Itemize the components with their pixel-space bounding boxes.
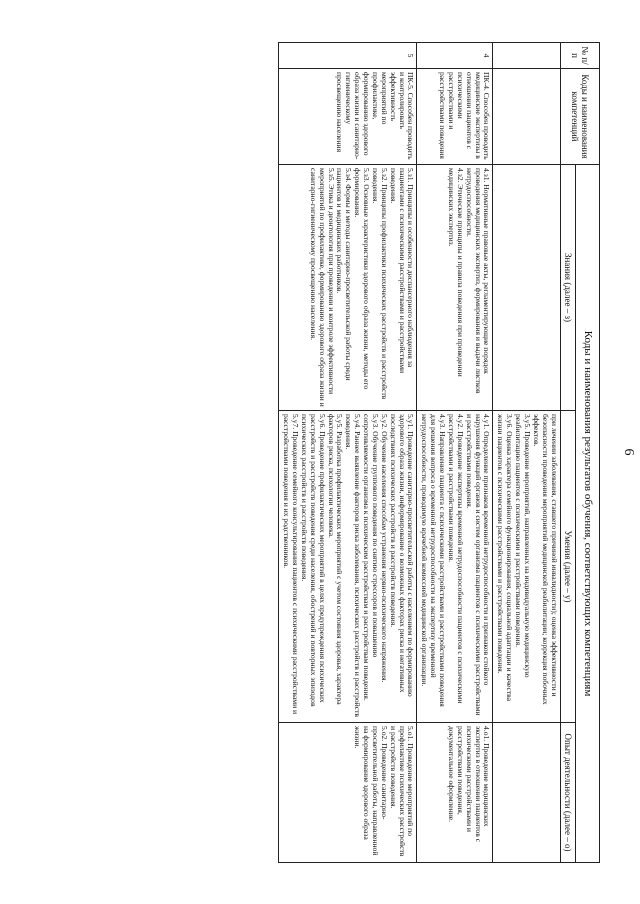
knowledge-cell-item: 5.з4. Формы и методы санитарно-просветительской работы среди пациентов и медицинских работников. (335, 168, 354, 381)
skills-cell-item: 4.у3. Направление пациента с психическими расстройствами и расстройствами поведения для решения вопроса о временной нетрудоспособности на экспертизу временной нетрудоспособности, проводимую врачебной комиссией медицинской организации. (420, 414, 448, 707)
skills-cell-item: 5.у3. Обучение группового поведения по снятию стрессоров и повышению сопротивляемости организма к психическим расстройствам и расстройствам поведения. (362, 414, 380, 701)
skills-cell-item: 5.у1. Проведение санитарно-просветительской работы с населением по формированию здорового образа жизни, информирование о возможных факторах риска и негативных последствиях психических расстройств и расстройств поведения. (388, 414, 416, 697)
experience-cell-item: 4.о1. Проведение медицинских экспертиз в отношении пациентов с психическими расстройствами и расстройствами поведения, документальное оформление. (447, 726, 492, 843)
skills-cell-item: при лечении заболевания, ставшего причиной инвалидности); оценка эффективности и безопасности проведения мероприятий медицинской реабилитации; коррекция побочных эффектов. (531, 414, 559, 705)
row-number (493, 43, 560, 69)
rotated-table-wrapper (40, 42, 636, 862)
knowledge-cell-item: 5.з1. Принципы и особенности диспансерного наблюдения за пациентами с психическими расстройствами и расстройствами поведения. (388, 168, 416, 374)
experience-cell-item: 5.о1. Проведение мероприятий по профилактике психических расстройств и расстройств поведения. (388, 726, 416, 857)
competency-code (493, 69, 560, 165)
experience-cell (417, 723, 493, 863)
knowledge-cell (417, 165, 493, 411)
knowledge-cell-item: 4.з2. Этические принципы и правила поведения при проведении медицинских экспертиз. (447, 168, 465, 377)
skills-cell-item: 5.у5. Разработка профилактических мероприятий с учетом состояния здоровья, характера факторов риска, психологии человека. (326, 414, 345, 705)
page-number: 6 (621, 448, 636, 456)
competency-code: ПК-4. Способен проводить медицинские экспертизы в отношении пациентов с психическими расстройствами и расстройствами поведения (417, 69, 493, 165)
knowledge-cell-item: 5.з3. Основные характеристики здорового образа жизни, методы его формирования. (353, 168, 372, 390)
skills-cell-item: 4.у1. Определение признаков временной нетрудоспособности и признаков стойкого нарушения функций органов и систем организма пациентов с психическими расстройствами и расстройствами поведения. (464, 414, 492, 716)
experience-cell-item: 5.о2. Проведение санитарно-просветительной работы, направленной на формирование здорового образа жизни. (353, 726, 389, 856)
row-number: 5 (279, 43, 417, 69)
header-results: Коды и наименования результатов обучения, соответствующих компетенциям (576, 165, 600, 863)
skills-cell (279, 411, 417, 723)
table-row (493, 43, 560, 863)
table-row (417, 43, 493, 863)
competency-code: ПК-5. Способен проводить и контролировать эффективность мероприятий по профилактике, формированию здорового образа жизни и санитарно-гигиеническому просвещению населения (279, 69, 417, 165)
skills-cell (493, 411, 560, 723)
skills-cell (417, 411, 493, 723)
experience-cell (279, 723, 417, 863)
header-codes: Коды и наименования компетенций (560, 69, 599, 165)
knowledge-cell-item: 4.з1. Нормативные правовые акты, регламентирующие порядок проведения медицинских экспертиз, формирования и выдачи листков нетрудоспособности. (464, 168, 492, 394)
table-row (279, 43, 417, 863)
skills-cell-item: 4.у2. Проведение экспертизы временной нетрудоспособности пациентов с психическими расстройствами и расстройствами поведения. (447, 414, 465, 704)
skills-cell-item: 5.у2. Обучение населения способам устранения нервно-психического напряжения. (379, 414, 389, 683)
competencies-table (278, 42, 600, 863)
header-knowledge: Знания (далее – з) (560, 165, 576, 411)
table-body (279, 43, 560, 863)
header-number: № п/п (560, 43, 599, 69)
skills-cell-item: 3.у5. Проведение мероприятий, направленных на индивидуальную медицинскую реабилитацию пациентов с психическими и расстройствами поведения. (514, 414, 532, 678)
header-skills: Умения (далее – у) (560, 411, 576, 723)
skills-cell-item: 5.у6. Проведение профилактических мероприятий в целях предупреждения психических расстройств и расстройств поведения среди населения, обострений и повторных эпизодов психических расстройств и расстройств поведения. (300, 414, 327, 707)
experience-cell (493, 723, 560, 863)
knowledge-cell (493, 165, 560, 411)
knowledge-cell-item: 5.з5. Этика и деонтология при проведении и контроле эффективности мероприятий по профилактике, формированию здорового образа жизни и санитарно-гигиеническому просвещению населения. (308, 168, 336, 407)
skills-cell-item: 5.у4. Раннее выявление факторов риска заболевания, психических расстройств и расстройств поведения. (344, 414, 363, 718)
header-experience: Опыт деятельности (далее – о) (560, 723, 576, 863)
skills-cell-item: 3.у6. Оценка характера семейного функционирования, социальной адаптации и качества жизни пациентов с психическими расстройствами и расстройствами поведения. (496, 414, 515, 702)
row-number: 4 (417, 43, 493, 69)
skills-cell-item: 5.у7. Проведение семейного консультирования пациентов с психическими расстройствами и расстройствами поведения и их родственников. (282, 414, 301, 715)
knowledge-cell-item: 5.з2. Принципы профилактики психических расстройств и расстройств поведения. (371, 168, 389, 400)
knowledge-cell (279, 165, 417, 411)
